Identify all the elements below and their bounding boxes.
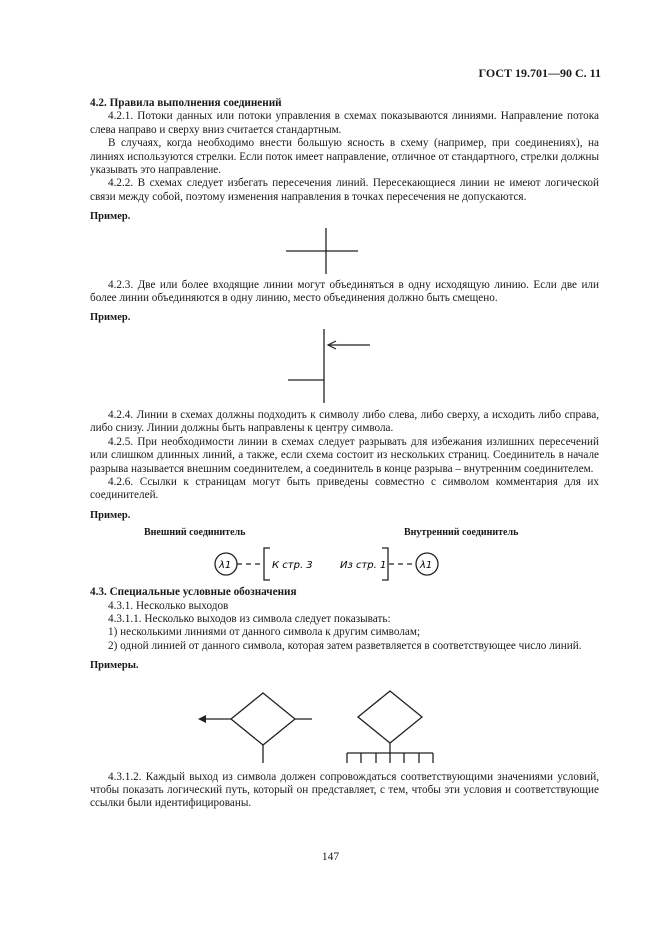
section-heading-4-2: 4.2. Правила выполнения соединений xyxy=(90,97,282,109)
external-connector-label: Внешний соединитель xyxy=(144,527,246,539)
list-item-2: 2) одной линией от данного символа, которая затем разветвляется в соответствующее число линий. xyxy=(108,639,582,652)
paragraph-4-2-6: 4.2.6. Ссылки к страницам могут быть приведены совместно с символом комментария для их соединителей. xyxy=(90,475,599,502)
page-header: ГОСТ 19.701—90 С. 11 xyxy=(478,66,601,80)
list-item-1: 1) несколькими линиями от данного символа к другим символам; xyxy=(108,626,421,639)
paragraph-4-2-1b: В случаях, когда необходимо внести большую ясность в схему (например, при соединениях), на линиях используются стрелки. Если поток имеет направление, отличное от стандартного, стрелки должны указывать это направление. xyxy=(90,137,599,177)
decision-diamond-left xyxy=(231,693,295,745)
internal-connector-symbol: λ1 xyxy=(420,560,433,572)
page-number: 147 xyxy=(321,851,340,863)
decision-diamond-right xyxy=(358,691,422,743)
paragraph-4-3-1: 4.3.1. Несколько выходов xyxy=(108,599,229,612)
paragraph-4-2-1: 4.2.1. Потоки данных или потоки управления в схемах показываются линиями. Направление потока слева направо и сверху вниз считается стандартным. xyxy=(90,110,599,136)
internal-connector-label: Внутренний соединитель xyxy=(404,527,519,539)
external-connector-symbol: λ1 xyxy=(219,560,232,572)
example-label-3: Пример. xyxy=(90,509,131,521)
crossing-lines-figure xyxy=(90,224,599,279)
page-content xyxy=(90,97,599,811)
merging-lines-figure xyxy=(90,325,599,409)
connector-figure xyxy=(90,542,599,584)
section-heading-4-3: 4.3. Специальные условные обозначения xyxy=(90,586,297,599)
connector-labels xyxy=(90,522,599,542)
paragraph-4-3-1-2: 4.3.1.2. Каждый выход из символа должен сопровождаться соответствующими значениями условий, чтобы показать логический путь, который он представляет, с тем, чтобы эти условия и соответствующие ссылки были идентифицированы. xyxy=(90,770,599,810)
paragraph-4-2-3: 4.2.3. Две или более входящие линии могут объединяться в одну исходящую линию. Если две или более линии объединяются в одну линию, место объединения должно быть смещено. xyxy=(90,278,599,305)
multiple-exits-figure xyxy=(90,673,599,765)
paragraph-4-2-4: 4.2.4. Линии в схемах должны подходить к символу либо слева, либо сверху, а исходить либо справа, либо снизу. Линии должны быть направлены к центру символа. xyxy=(90,408,599,435)
paragraph-4-2-5: 4.2.5. При необходимости линии в схемах следует разрывать для избежания излишних пересечений или слишком длинных линий, а также, если схема состоит из нескольких страниц. Соединитель в начале разрыва называется внешним соединителем, а соединитель в конце разрыва – внутренним соединителем. xyxy=(90,435,599,475)
example-label-2: Пример. xyxy=(90,312,131,324)
example-label-1: Пример. xyxy=(90,211,131,223)
internal-connector-comment: Из стр. 1 xyxy=(340,560,387,572)
paragraph-4-3-1-1: 4.3.1.1. Несколько выходов из символа следует показывать: xyxy=(108,612,391,625)
external-connector-comment: К стр. 3 xyxy=(272,560,313,572)
examples-label: Примеры. xyxy=(90,660,139,672)
paragraph-4-2-2: 4.2.2. В схемах следует избегать пересечения линий. Пересекающиеся линии не имеют логической связи между собой, поэтому изменения направления в точках пересечения не допускаются. xyxy=(90,177,599,203)
